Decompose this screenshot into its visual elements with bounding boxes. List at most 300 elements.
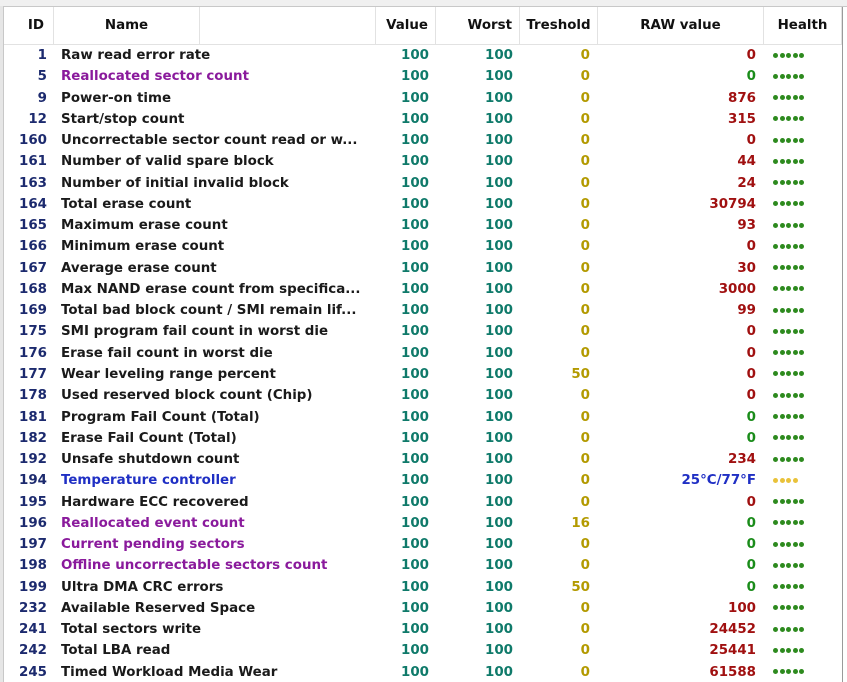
table-row[interactable] — [4, 321, 842, 342]
attribute-worst: 100 — [485, 558, 513, 574]
health-dot-icon — [799, 457, 804, 462]
health-dot-icon — [780, 457, 785, 462]
attribute-raw-value: 24452 — [709, 622, 756, 638]
health-dot-icon — [786, 74, 791, 79]
attribute-health — [764, 662, 842, 682]
health-dot-icon — [793, 371, 798, 376]
attribute-id: 175 — [19, 324, 47, 340]
health-dot-icon — [773, 180, 778, 185]
attribute-raw-value: 0 — [746, 366, 756, 382]
health-dot-icon — [780, 627, 785, 632]
column-header-name-spacer — [200, 7, 376, 44]
health-dot-icon — [793, 350, 798, 355]
attribute-raw-value: 30 — [737, 260, 756, 276]
column-header-id[interactable]: ID — [4, 7, 54, 44]
attribute-name: Number of valid spare block — [61, 154, 274, 170]
health-dot-icon — [799, 95, 804, 100]
health-dot-icon — [799, 350, 804, 355]
health-dot-icon — [786, 478, 791, 483]
table-row[interactable] — [4, 130, 842, 151]
health-dot-icon — [780, 329, 785, 334]
health-dot-icon — [786, 180, 791, 185]
attribute-raw-value: 0 — [746, 239, 756, 255]
health-dot-icon — [786, 138, 791, 143]
attribute-raw-value: 24 — [737, 175, 756, 191]
health-dot-icon — [786, 414, 791, 419]
attribute-treshold: 0 — [580, 111, 590, 127]
health-dot-icon — [786, 329, 791, 334]
health-dot-icon — [793, 669, 798, 674]
health-dot-icon — [773, 138, 778, 143]
health-dot-icon — [793, 435, 798, 440]
attribute-worst: 100 — [485, 537, 513, 553]
column-header-worst[interactable]: Worst — [436, 7, 520, 44]
health-dot-icon — [799, 265, 804, 270]
attribute-raw-value: 100 — [728, 600, 756, 616]
attribute-treshold: 0 — [580, 473, 590, 489]
attribute-worst: 100 — [485, 281, 513, 297]
window-top-edge — [0, 0, 847, 7]
health-dot-icon — [780, 265, 785, 270]
attribute-worst: 100 — [485, 90, 513, 106]
column-header-name[interactable]: Name — [54, 7, 200, 44]
attribute-id: 196 — [19, 515, 47, 531]
attribute-value: 100 — [401, 643, 429, 659]
attribute-id: 165 — [19, 218, 47, 234]
table-row[interactable] — [4, 619, 842, 640]
attribute-health — [764, 513, 842, 534]
health-dot-icon — [786, 435, 791, 440]
attribute-name: Current pending sectors — [61, 537, 245, 553]
health-dot-icon — [780, 520, 785, 525]
attribute-id: 1 — [37, 48, 47, 63]
attribute-treshold: 0 — [580, 154, 590, 170]
health-dot-icon — [786, 457, 791, 462]
table-header — [4, 7, 842, 45]
attribute-treshold: 0 — [580, 643, 590, 659]
health-dot-icon — [786, 563, 791, 568]
attribute-worst: 100 — [485, 600, 513, 616]
health-dot-icon — [780, 499, 785, 504]
table-row[interactable] — [4, 151, 842, 172]
attribute-raw-value: 99 — [737, 303, 756, 319]
attribute-treshold: 0 — [580, 558, 590, 574]
health-dot-icon — [799, 648, 804, 653]
attribute-health — [764, 236, 842, 257]
health-dot-icon — [780, 286, 785, 291]
health-dot-icon — [799, 74, 804, 79]
attribute-health — [764, 300, 842, 321]
health-dot-icon — [780, 116, 785, 121]
health-dot-icon — [786, 627, 791, 632]
smart-attributes-table[interactable] — [4, 7, 843, 682]
attribute-name: Total erase count — [61, 196, 192, 212]
attribute-health — [764, 470, 842, 491]
health-dot-icon — [773, 542, 778, 547]
health-dot-icon — [773, 605, 778, 610]
attribute-value: 100 — [401, 345, 429, 361]
health-dot-icon — [773, 371, 778, 376]
column-header-treshold[interactable]: Treshold — [520, 7, 598, 44]
attribute-health — [764, 45, 842, 66]
attribute-worst: 100 — [485, 664, 513, 680]
health-dot-icon — [773, 457, 778, 462]
attribute-value: 100 — [401, 494, 429, 510]
health-dot-icon — [799, 329, 804, 334]
health-dot-icon — [799, 53, 804, 58]
attribute-treshold: 50 — [571, 579, 590, 595]
column-header-raw-value[interactable]: RAW value — [598, 7, 764, 44]
attribute-id: 168 — [19, 281, 47, 297]
table-row[interactable] — [4, 662, 842, 682]
attribute-treshold: 0 — [580, 260, 590, 276]
health-dot-icon — [786, 499, 791, 504]
health-dot-icon — [793, 53, 798, 58]
health-dot-icon — [780, 542, 785, 547]
attribute-value: 100 — [401, 281, 429, 297]
health-dot-icon — [799, 244, 804, 249]
attribute-raw-value: 0 — [746, 48, 756, 63]
attribute-value: 100 — [401, 409, 429, 425]
health-dot-icon — [793, 180, 798, 185]
attribute-raw-value: 0 — [746, 345, 756, 361]
attribute-name: Timed Workload Media Wear — [61, 664, 278, 680]
attribute-health — [764, 109, 842, 130]
attribute-raw-value: 25°C/77°F — [681, 473, 756, 489]
health-dot-icon — [786, 308, 791, 313]
health-dot-icon — [799, 563, 804, 568]
attribute-health — [764, 640, 842, 661]
attribute-id: 12 — [28, 111, 47, 127]
attribute-value: 100 — [401, 260, 429, 276]
health-dot-icon — [793, 95, 798, 100]
health-dot-icon — [780, 478, 785, 483]
attribute-name: Max NAND erase count from specifica... — [61, 281, 361, 297]
attribute-treshold: 0 — [580, 409, 590, 425]
health-dot-icon — [773, 435, 778, 440]
health-dot-icon — [780, 435, 785, 440]
health-dot-icon — [793, 457, 798, 462]
health-dot-icon — [786, 371, 791, 376]
attribute-id: 181 — [19, 409, 47, 425]
table-row[interactable] — [4, 279, 842, 300]
table-row[interactable] — [4, 194, 842, 215]
attribute-raw-value: 0 — [746, 133, 756, 149]
attribute-raw-value: 0 — [746, 494, 756, 510]
health-dot-icon — [773, 627, 778, 632]
attribute-health — [764, 321, 842, 342]
health-dot-icon — [799, 180, 804, 185]
attribute-value: 100 — [401, 537, 429, 553]
health-dot-icon — [793, 223, 798, 228]
attribute-id: 242 — [19, 643, 47, 659]
health-dot-icon — [799, 201, 804, 206]
attribute-raw-value: 3000 — [718, 281, 756, 297]
health-dot-icon — [773, 520, 778, 525]
table-row[interactable] — [4, 343, 842, 364]
attribute-raw-value: 0 — [746, 558, 756, 574]
attribute-worst: 100 — [485, 388, 513, 404]
health-dot-icon — [786, 201, 791, 206]
table-row[interactable] — [4, 470, 842, 491]
attribute-value: 100 — [401, 218, 429, 234]
attribute-name: Raw read error rate — [61, 48, 211, 63]
health-dot-icon — [773, 95, 778, 100]
attribute-name: Wear leveling range percent — [61, 366, 276, 382]
attribute-name: Uncorrectable sector count read or w... — [61, 133, 358, 149]
attribute-id: 9 — [37, 90, 47, 106]
table-row[interactable] — [4, 555, 842, 576]
table-row[interactable] — [4, 492, 842, 513]
attribute-treshold: 0 — [580, 622, 590, 638]
attribute-treshold: 0 — [580, 281, 590, 297]
attribute-id: 232 — [19, 600, 47, 616]
health-dot-icon — [780, 350, 785, 355]
health-dot-icon — [773, 350, 778, 355]
attribute-health — [764, 66, 842, 87]
attribute-raw-value: 0 — [746, 388, 756, 404]
health-dot-icon — [793, 265, 798, 270]
attribute-name: Erase Fail Count (Total) — [61, 430, 237, 446]
attribute-id: 192 — [19, 452, 47, 468]
attribute-raw-value: 44 — [737, 154, 756, 170]
health-dot-icon — [793, 244, 798, 249]
health-dot-icon — [799, 584, 804, 589]
attribute-worst: 100 — [485, 430, 513, 446]
health-dot-icon — [773, 563, 778, 568]
attribute-health — [764, 194, 842, 215]
attribute-treshold: 0 — [580, 239, 590, 255]
health-dot-icon — [799, 520, 804, 525]
health-dot-icon — [793, 563, 798, 568]
attribute-id: 161 — [19, 154, 47, 170]
attribute-id: 245 — [19, 664, 47, 680]
health-dot-icon — [773, 499, 778, 504]
health-dot-icon — [799, 605, 804, 610]
health-dot-icon — [799, 308, 804, 313]
table-row[interactable] — [4, 258, 842, 279]
attribute-id: 160 — [19, 133, 47, 149]
health-dot-icon — [793, 201, 798, 206]
attribute-value: 100 — [401, 452, 429, 468]
attribute-treshold: 16 — [571, 515, 590, 531]
attribute-value: 100 — [401, 303, 429, 319]
attribute-treshold: 0 — [580, 388, 590, 404]
attribute-raw-value: 0 — [746, 537, 756, 553]
attribute-worst: 100 — [485, 324, 513, 340]
attribute-worst: 100 — [485, 494, 513, 510]
health-dot-icon — [780, 605, 785, 610]
health-dot-icon — [780, 74, 785, 79]
attribute-value: 100 — [401, 111, 429, 127]
health-dot-icon — [773, 669, 778, 674]
table-row[interactable] — [4, 88, 842, 109]
table-row[interactable] — [4, 534, 842, 555]
attribute-value: 100 — [401, 664, 429, 680]
attribute-worst: 100 — [485, 579, 513, 595]
attribute-treshold: 0 — [580, 452, 590, 468]
attribute-treshold: 0 — [580, 430, 590, 446]
attribute-id: 167 — [19, 260, 47, 276]
attribute-name: Power-on time — [61, 90, 172, 106]
attribute-health — [764, 385, 842, 406]
table-row[interactable] — [4, 364, 842, 385]
health-dot-icon — [793, 286, 798, 291]
attribute-raw-value: 234 — [728, 452, 756, 468]
health-dot-icon — [799, 542, 804, 547]
attribute-health — [764, 130, 842, 151]
table-row[interactable] — [4, 449, 842, 470]
attribute-name: Ultra DMA CRC errors — [61, 579, 224, 595]
table-row[interactable] — [4, 513, 842, 534]
attribute-health — [764, 173, 842, 194]
attribute-id: 166 — [19, 239, 47, 255]
attribute-name: Reallocated event count — [61, 515, 245, 531]
attribute-name: Minimum erase count — [61, 239, 225, 255]
table-row[interactable] — [4, 598, 842, 619]
attribute-value: 100 — [401, 324, 429, 340]
health-dot-icon — [773, 223, 778, 228]
health-dot-icon — [786, 605, 791, 610]
attribute-name: Erase fail count in worst die — [61, 345, 273, 361]
attribute-worst: 100 — [485, 239, 513, 255]
health-dot-icon — [786, 223, 791, 228]
health-dot-icon — [773, 201, 778, 206]
attribute-id: 198 — [19, 558, 47, 574]
attribute-name: Hardware ECC recovered — [61, 494, 249, 510]
table-row[interactable] — [4, 428, 842, 449]
table-row[interactable] — [4, 407, 842, 428]
health-dot-icon — [793, 74, 798, 79]
health-dot-icon — [773, 286, 778, 291]
attribute-treshold: 0 — [580, 48, 590, 63]
table-row[interactable] — [4, 215, 842, 236]
health-dot-icon — [799, 393, 804, 398]
column-header-health[interactable]: Health — [764, 7, 842, 44]
attribute-health — [764, 215, 842, 236]
attribute-worst: 100 — [485, 515, 513, 531]
attribute-health — [764, 343, 842, 364]
attribute-treshold: 0 — [580, 345, 590, 361]
health-dot-icon — [786, 265, 791, 270]
health-dot-icon — [799, 371, 804, 376]
attribute-worst: 100 — [485, 196, 513, 212]
table-row[interactable] — [4, 173, 842, 194]
health-dot-icon — [780, 308, 785, 313]
health-dot-icon — [793, 308, 798, 313]
health-dot-icon — [786, 116, 791, 121]
attribute-health — [764, 598, 842, 619]
attribute-value: 100 — [401, 48, 429, 63]
health-dot-icon — [773, 329, 778, 334]
attribute-value: 100 — [401, 600, 429, 616]
health-dot-icon — [780, 244, 785, 249]
attribute-name: Start/stop count — [61, 111, 185, 127]
attribute-treshold: 0 — [580, 537, 590, 553]
attribute-worst: 100 — [485, 452, 513, 468]
attribute-worst: 100 — [485, 345, 513, 361]
table-row[interactable] — [4, 640, 842, 661]
attribute-name: SMI program fail count in worst die — [61, 324, 329, 340]
table-row[interactable] — [4, 109, 842, 130]
attribute-worst: 100 — [485, 622, 513, 638]
attribute-treshold: 0 — [580, 664, 590, 680]
attribute-id: 169 — [19, 303, 47, 319]
health-dot-icon — [799, 435, 804, 440]
health-dot-icon — [780, 159, 785, 164]
health-dot-icon — [799, 116, 804, 121]
health-dot-icon — [786, 244, 791, 249]
health-dot-icon — [786, 95, 791, 100]
attribute-health — [764, 534, 842, 555]
attribute-treshold: 0 — [580, 600, 590, 616]
column-header-value[interactable]: Value — [376, 7, 436, 44]
health-dot-icon — [780, 53, 785, 58]
health-dot-icon — [786, 669, 791, 674]
health-dot-icon — [773, 53, 778, 58]
attribute-health — [764, 619, 842, 640]
table-row[interactable] — [4, 45, 842, 66]
health-dot-icon — [793, 584, 798, 589]
attribute-worst: 100 — [485, 218, 513, 234]
health-dot-icon — [773, 159, 778, 164]
attribute-health — [764, 258, 842, 279]
attribute-raw-value: 0 — [746, 515, 756, 531]
health-dot-icon — [773, 265, 778, 270]
attribute-raw-value: 315 — [728, 111, 756, 127]
table-row[interactable] — [4, 66, 842, 87]
health-dot-icon — [793, 116, 798, 121]
table-row[interactable] — [4, 300, 842, 321]
health-dot-icon — [780, 648, 785, 653]
health-dot-icon — [793, 478, 798, 483]
health-dot-icon — [799, 627, 804, 632]
attribute-name: Program Fail Count (Total) — [61, 409, 260, 425]
health-dot-icon — [773, 584, 778, 589]
attribute-treshold: 0 — [580, 133, 590, 149]
attribute-id: 177 — [19, 366, 47, 382]
attribute-raw-value: 0 — [746, 579, 756, 595]
health-dot-icon — [793, 159, 798, 164]
health-dot-icon — [773, 414, 778, 419]
health-dot-icon — [793, 648, 798, 653]
attribute-treshold: 0 — [580, 494, 590, 510]
attribute-treshold: 0 — [580, 196, 590, 212]
attribute-worst: 100 — [485, 69, 513, 85]
attribute-value: 100 — [401, 388, 429, 404]
attribute-health — [764, 428, 842, 449]
health-dot-icon — [773, 244, 778, 249]
health-dot-icon — [799, 223, 804, 228]
table-row[interactable] — [4, 385, 842, 406]
attribute-worst: 100 — [485, 111, 513, 127]
table-row[interactable] — [4, 577, 842, 598]
attribute-value: 100 — [401, 473, 429, 489]
health-dot-icon — [793, 542, 798, 547]
health-dot-icon — [793, 138, 798, 143]
attribute-raw-value: 0 — [746, 69, 756, 85]
table-row[interactable] — [4, 236, 842, 257]
attribute-raw-value: 30794 — [709, 196, 756, 212]
attribute-name: Temperature controller — [61, 473, 236, 489]
attribute-name: Available Reserved Space — [61, 600, 256, 616]
health-dot-icon — [780, 138, 785, 143]
attribute-raw-value: 0 — [746, 409, 756, 425]
health-dot-icon — [780, 669, 785, 674]
health-dot-icon — [786, 159, 791, 164]
attribute-name: Average erase count — [61, 260, 217, 276]
health-dot-icon — [793, 393, 798, 398]
